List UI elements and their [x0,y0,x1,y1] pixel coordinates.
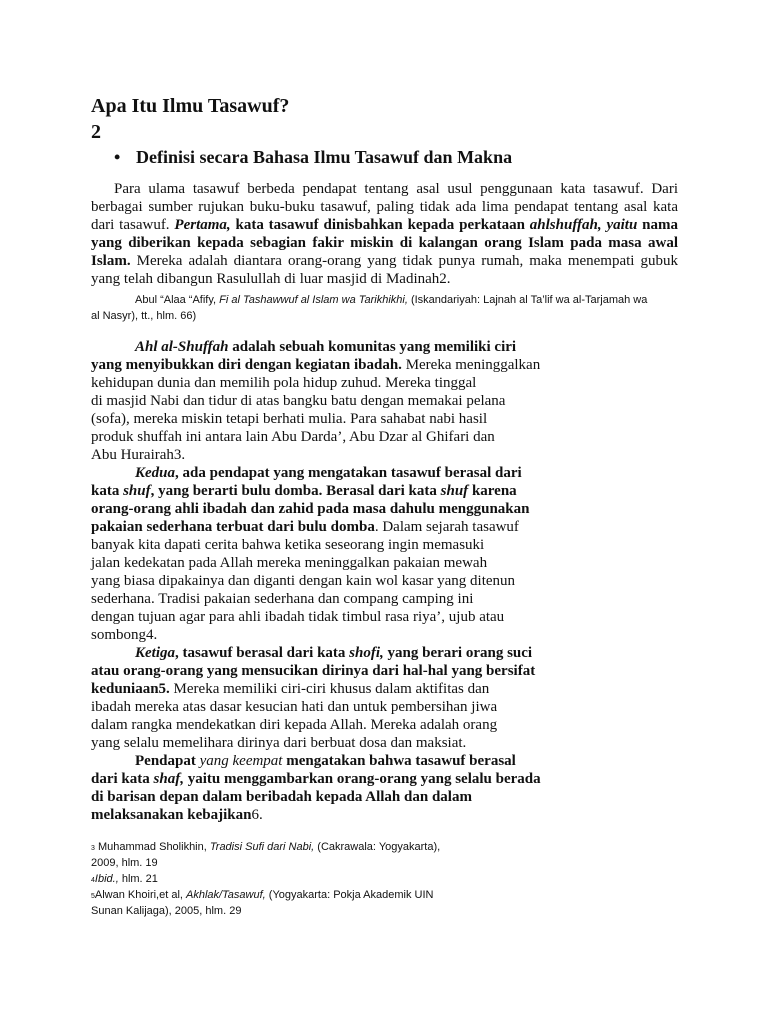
p3-line: jalan kedekatan pada Allah mereka meninggalkan pakaian mewah [91,555,488,571]
p1-line: Islam. Mereka adalah diantara orang-orang yang tidak punya rumah, maka menempati gubuk [91,253,678,269]
p1-line: yang telah dibangun Rasulullah di luar masjid di Madinah2. [91,271,451,287]
p3-line: dengan tujuan agar para ahli ibadah tidak timbul rasa riya’, ujub atau [91,609,505,625]
p4-line: Ketiga, tasawuf berasal dari kata shofi, yang berari orang suci [135,645,533,661]
p4-line: yang selalu memelihara dirinya dari berbuat dosa dan maksiat. [91,735,467,751]
page-title: Apa Itu Ilmu Tasawuf? [91,95,290,117]
p5-line: dari kata shaf, yaitu menggambarkan orang-orang yang selalu berada [91,771,541,787]
footnote-5: 5Alwan Khoiri,et al, Akhlak/Tasawuf, (Yogyakarta: Pokja Akademik UIN [91,889,434,901]
p3-line: sederhana. Tradisi pakaian sederhana dan compang camping ini [91,591,474,607]
p2-line: di masjid Nabi dan tidur di atas bangku batu dengan memakai pelana [91,393,506,409]
footnote-3: 3 Muhammad Sholikhin, Tradisi Sufi dari Nabi, (Cakrawala: Yogyakarta), [91,841,441,853]
p4-line: atau orang-orang yang mensucikan dirinya dari hal-hal yang bersifat [91,663,536,679]
p1-line: dari tasawuf. Pertama, kata tasawuf dinisbahkan kepada perkataan ahlshuffah, yaitu nama [91,217,679,233]
p4-line: ibadah mereka atas dasar kesucian hati dan untuk pembersihan jiwa [91,699,498,715]
p2-line: produk shuffah ini antara lain Abu Darda’, Abu Dzar al Ghifari dan [91,429,495,445]
p3-line: orang-orang ahli ibadah dan zahid pada masa dahulu menggunakan [91,501,530,517]
p3-line: pakaian sederhana terbuat dari bulu domba. Dalam sejarah tasawuf [91,519,519,535]
p3-line: banyak kita dapati cerita bahwa ketika seseorang ingin memasuki [91,537,485,553]
footnote-line: Abul “Alaa “Afify, Fi al Tashawwuf al Islam wa Tarikhikhi, (Iskandariyah: Lajnah al Ta’lif wa al-Tarjamah wa [135,294,648,306]
p5-line: di barisan depan dalam beribadah kepada Allah dan dalam [91,789,472,805]
p2-line: (sofa), mereka miskin tetapi berhati mulia. Para sahabat nabi hasil [91,411,488,427]
footnote-3-cont: 2009, hlm. 19 [91,857,158,869]
footnote-4: 4Ibid., hlm. 21 [91,873,158,885]
p3-line: sombong4. [91,627,158,643]
p1-line: Para ulama tasawuf berbeda pendapat tentang asal usul penggunaan kata tasawuf. Dari [114,181,678,197]
p5-line: melaksanakan kebajikan6. [91,807,263,823]
p2-line: Ahl al-Shuffah adalah sebuah komunitas yang memiliki ciri [135,339,517,355]
p3-line: yang biasa dipakainya dan diganti dengan kain wol kasar yang ditenun [91,573,516,589]
title-number: 2 [91,121,101,143]
p3-line: kata shuf, yang berarti bulu domba. Berasal dari kata shuf karena [91,483,517,499]
p1-line: berbagai sumber rujukan buku-buku tasawuf, paling tidak ada lima pendapat tentang asal kata [91,199,678,215]
p1-line: yang diberikan kepada sebagian fakir miskin di kalangan orang Islam pada masa awal [91,235,678,251]
p4-line: dalam rangka mendekatkan diri kepada Allah. Mereka adalah orang [91,717,498,733]
bullet-icon: • [114,147,121,167]
section-heading: Definisi secara Bahasa Ilmu Tasawuf dan Makna [136,147,513,167]
p3-line: Kedua, ada pendapat yang mengatakan tasawuf berasal dari [135,465,522,481]
p2-line: yang menyibukkan diri dengan kegiatan ibadah. Mereka meninggalkan [91,357,541,373]
footnote-line: al Nasyr), tt., hlm. 66) [91,310,197,322]
p5-line: Pendapat yang keempat mengatakan bahwa tasawuf berasal [135,753,516,769]
p2-line: Abu Hurairah3. [91,447,186,463]
p4-line: keduniaan5. Mereka memiliki ciri-ciri khusus dalam aktifitas dan [91,681,490,697]
p2-line: kehidupan dunia dan memilih pola hidup zuhud. Mereka tinggal [91,375,477,391]
footnote-5-cont: Sunan Kalijaga), 2005, hlm. 29 [91,905,242,917]
